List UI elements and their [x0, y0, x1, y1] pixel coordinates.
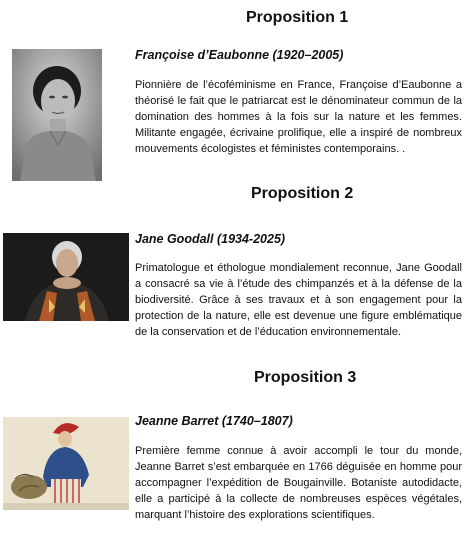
proposition-1-heading: Proposition 1	[246, 9, 349, 26]
jeanne-barret-name: Jeanne Barret (1740–1807)	[135, 414, 293, 428]
jeanne-barret-bio: Première femme connue à avoir accompli le tour du monde, Jeanne Barret s’est embarquée en 1766 déguisée en homme pour accompagner l’expédition de Bougainville. Botaniste autodidacte, elle a participé à la collecte de nombreuses espèces végétales, marquant l’histoire des explorations scientifiques.	[135, 445, 462, 521]
jane-goodall-bio: Primatologue et éthologue mondialement reconnue, Jane Goodall a consacré sa vie à l’étude des chimpanzés et à la défense de la biodiversité. Grâce à ses travaux et à son engagement pour la protection de la nature, elle est devenue une figure emblématique de la conservation et de l’éducation environnementale.	[135, 262, 462, 338]
portrait-francoise-deaubonne	[12, 49, 102, 181]
proposition-3-heading: Proposition 3	[254, 369, 357, 386]
proposition-2-heading: Proposition 2	[251, 185, 354, 202]
portrait-jane-goodall	[3, 233, 129, 321]
francoise-deaubonne-name: Françoise d’Eaubonne (1920–2005)	[135, 48, 344, 62]
jane-goodall-name: Jane Goodall (1934-2025)	[135, 232, 286, 246]
francoise-deaubonne-bio: Pionnière de l’écoféminisme en France, Françoise d’Eaubonne a théorisé le fait que le patriarcat est le dénominateur commun de la domination des hommes à la fois sur la nature et les femmes. Militante engagée, écrivaine prolifique, elle a inspiré de nombreux mouvements écologistes et féministes contemporains. .	[135, 79, 462, 155]
portrait-jeanne-barret	[3, 417, 129, 510]
